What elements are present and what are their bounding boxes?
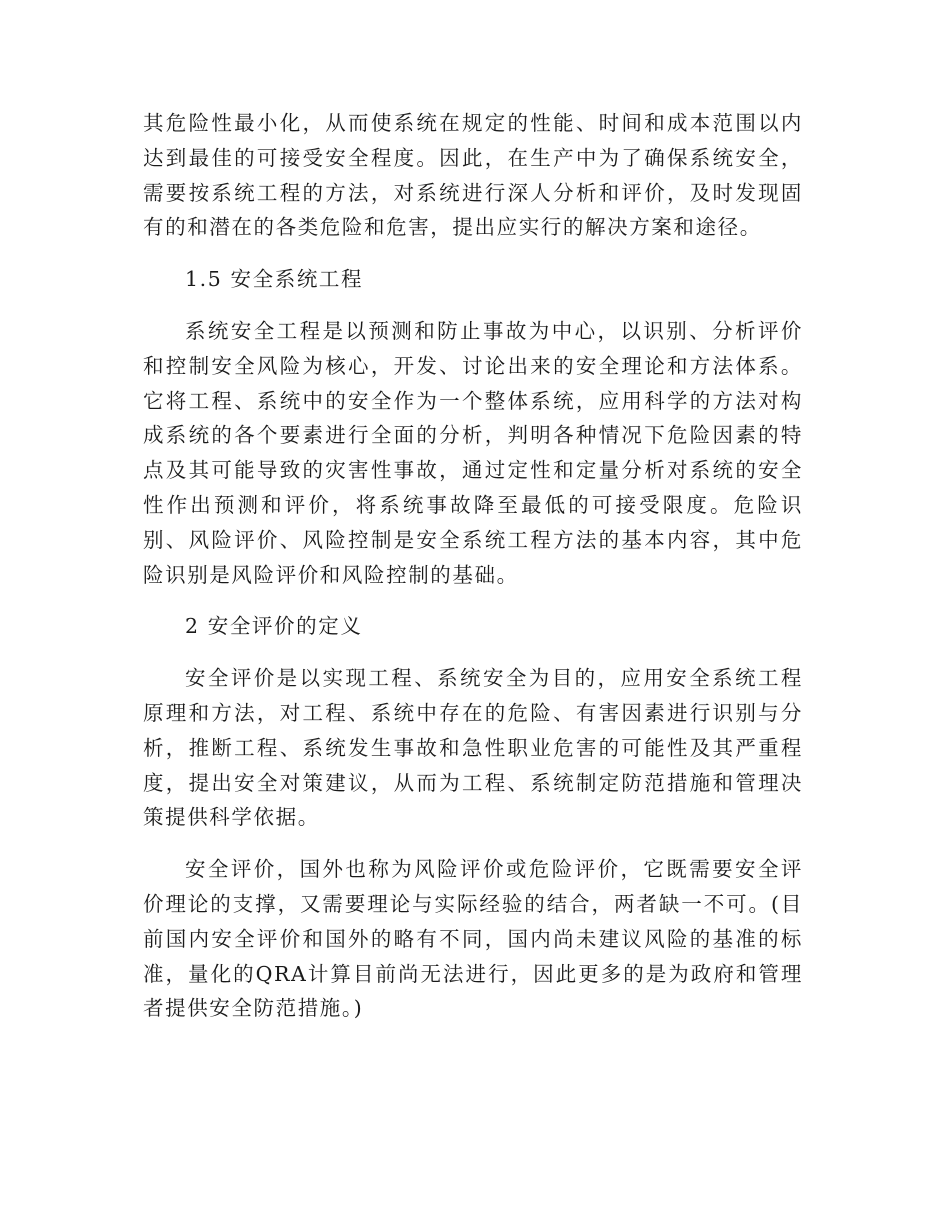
section-heading: 1.5 安全系统工程 bbox=[185, 267, 364, 292]
body-paragraph: 安全评价，国外也称为风险评价或危险评价，它既需要安全评价理论的支撑，又需要理论与实际经验的结合，两者缺一不可。(目前国内安全评价和国外的略有不同，国内尚未建议风险的基准的标准，量化的QRA计算目前尚无法进行，因此更多的是为政府和管理者提供安全防范措施。) bbox=[143, 857, 803, 1021]
body-paragraph: 其危险性最小化，从而使系统在规定的性能、时间和成本范围以内达到最佳的可接受安全程度。因此，在生产中为了确保系统安全，需要按系统工程的方法，对系统进行深人分析和评价，及时发现固有的和潜在的各类危险和危害，提出应实行的解决方案和途径。 bbox=[143, 111, 803, 240]
body-paragraph: 系统安全工程是以预测和防止事故为中心，以识别、分析评价和控制安全风险为核心，开发、讨论出来的安全理论和方法体系。它将工程、系统中的安全作为一个整体系统，应用科学的方法对构成系统的各个要素进行全面的分析，判明各种情况下危险因素的特点及其可能导致的灾害性事故，通过定性和定量分析对系统的安全性作出预测和评价，将系统事故降至最低的可接受限度。危险识别、风险评价、风险控制是安全系统工程方法的基本内容，其中危险识别是风险评价和风险控制的基础。 bbox=[143, 318, 803, 587]
body-paragraph: 安全评价是以实现工程、系统安全为目的，应用安全系统工程原理和方法，对工程、系统中存在的危险、有害因素进行识别与分析，推断工程、系统发生事故和急性职业危害的可能性及其严重程度，提出安全对策建议，从而为工程、系统制定防范措施和管理决策提供科学依据。 bbox=[143, 666, 803, 830]
document-body bbox=[143, 106, 803, 1026]
section-heading: 2 安全评价的定义 bbox=[185, 614, 363, 639]
